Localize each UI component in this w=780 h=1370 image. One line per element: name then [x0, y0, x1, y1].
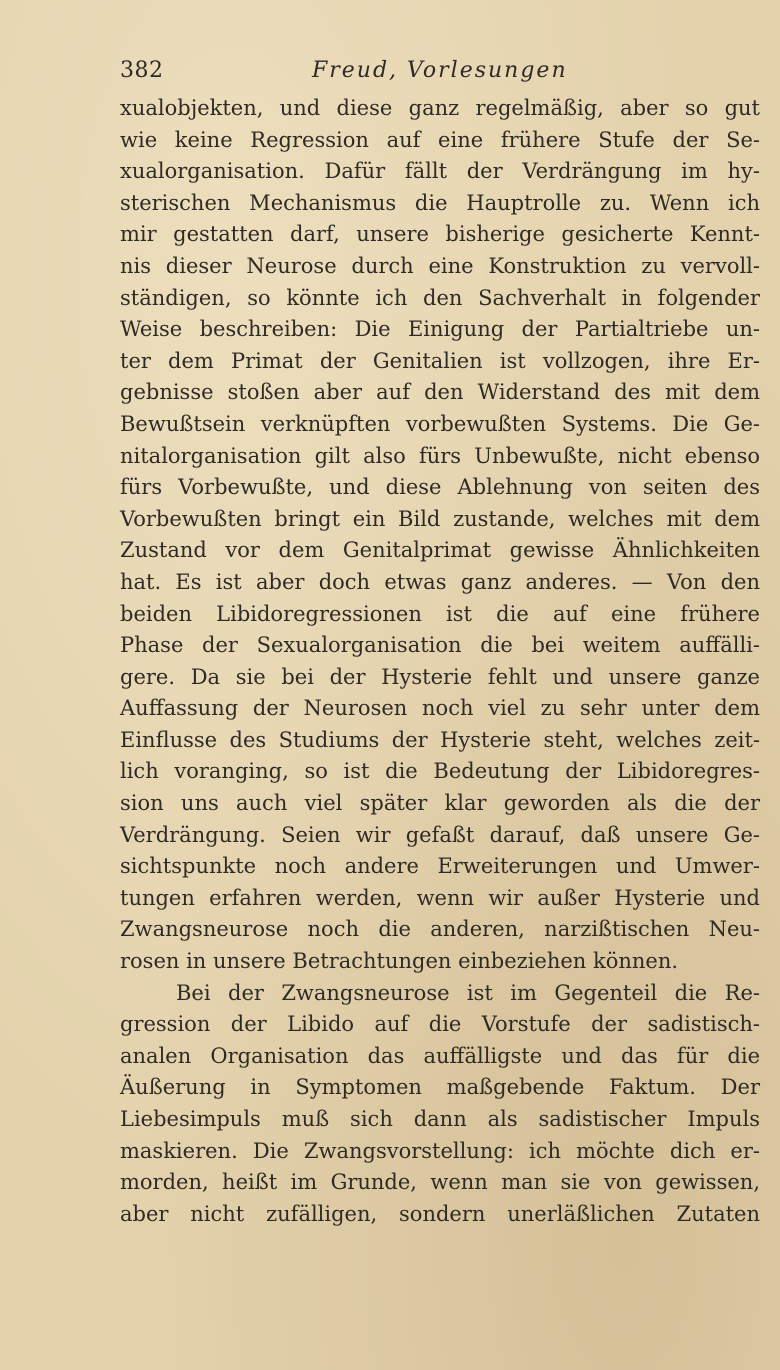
text-line: ständigen, so könnte ich den Sachverhalt in folgender: [120, 285, 760, 310]
text-line: xualorganisation. Dafür fällt der Verdrängung im hy-: [120, 159, 760, 184]
text-line: Auffassung der Neurosen noch viel zu sehr unter dem: [120, 696, 760, 721]
text-line: beiden Libidoregressionen ist die auf eine frühere: [120, 601, 760, 626]
page-header: [120, 58, 760, 92]
text-line: analen Organisation das auffälligste und das für die: [120, 1043, 760, 1068]
text-line: hat. Es ist aber doch etwas ganz anderes. — Von den: [120, 569, 760, 594]
text-line: sterischen Mechanismus die Hauptrolle zu. Wenn ich: [120, 190, 760, 215]
text-line: wie keine Regression auf eine frühere Stufe der Se-: [120, 127, 760, 152]
text-line: Einflusse des Studiums der Hysterie steht, welches zeit-: [120, 727, 760, 752]
text-line: Weise beschreiben: Die Einigung der Partialtriebe un-: [120, 317, 760, 342]
text-line: rosen in unsere Betrachtungen einbeziehen können.: [120, 949, 679, 974]
text-line: gere. Da sie bei der Hysterie fehlt und unsere ganze: [120, 664, 760, 689]
text-line: nitalorganisation gilt also fürs Unbewußte, nicht ebenso: [120, 443, 760, 468]
running-head: Freud, Vorlesungen: [312, 58, 568, 83]
text-line: maskieren. Die Zwangsvorstellung: ich möchte dich er-: [120, 1138, 760, 1163]
text-line: nis dieser Neurose durch eine Konstruktion zu vervoll-: [120, 253, 760, 278]
text-line: gression der Libido auf die Vorstufe der sadistisch-: [120, 1012, 760, 1037]
text-line: Vorbewußten bringt ein Bild zustande, welches mit dem: [120, 506, 760, 531]
page-number: 382: [120, 58, 164, 83]
text-line: Verdrängung. Seien wir gefaßt darauf, daß unsere Ge-: [120, 822, 760, 847]
text-line: tungen erfahren werden, wenn wir außer Hysterie und: [120, 885, 760, 910]
text-line: Äußerung in Symptomen maßgebende Faktum. Der: [120, 1075, 760, 1100]
text-line: Bewußtsein verknüpften vorbewußten Systems. Die Ge-: [120, 411, 760, 436]
text-line: Phase der Sexualorganisation die bei weitem auffälli-: [120, 633, 760, 658]
body-text: [120, 93, 760, 1230]
text-line: lich voranging, so ist die Bedeutung der Libidoregres-: [120, 759, 760, 784]
text-line: sichtspunkte noch andere Erweiterungen und Umwer-: [120, 854, 760, 879]
text-line: morden, heißt im Grunde, wenn man sie von gewissen,: [120, 1170, 760, 1195]
text-line: mir gestatten darf, unsere bisherige gesicherte Kennt-: [120, 222, 760, 247]
text-line: xualobjekten, und diese ganz regelmäßig, aber so gut: [120, 96, 760, 120]
text-line: Zwangsneurose noch die anderen, narzißtischen Neu-: [120, 917, 760, 942]
text-line: ter dem Primat der Genitalien ist vollzogen, ihre Er-: [120, 348, 760, 373]
text-line: Zustand vor dem Genitalprimat gewisse Ähnlichkeiten: [120, 538, 760, 563]
paragraph-start-line: Bei der Zwangsneurose ist im Gegenteil die Re-: [176, 980, 760, 1005]
text-line: sion uns auch viel später klar geworden als die der: [120, 791, 760, 816]
text-line: aber nicht zufälligen, sondern unerläßlichen Zutaten: [120, 1201, 760, 1226]
text-line: fürs Vorbewußte, und diese Ablehnung von seiten des: [120, 475, 760, 500]
text-line: gebnisse stoßen aber auf den Widerstand des mit dem: [120, 380, 760, 405]
text-line: Liebesimpuls muß sich dann als sadistischer Impuls: [120, 1107, 760, 1131]
